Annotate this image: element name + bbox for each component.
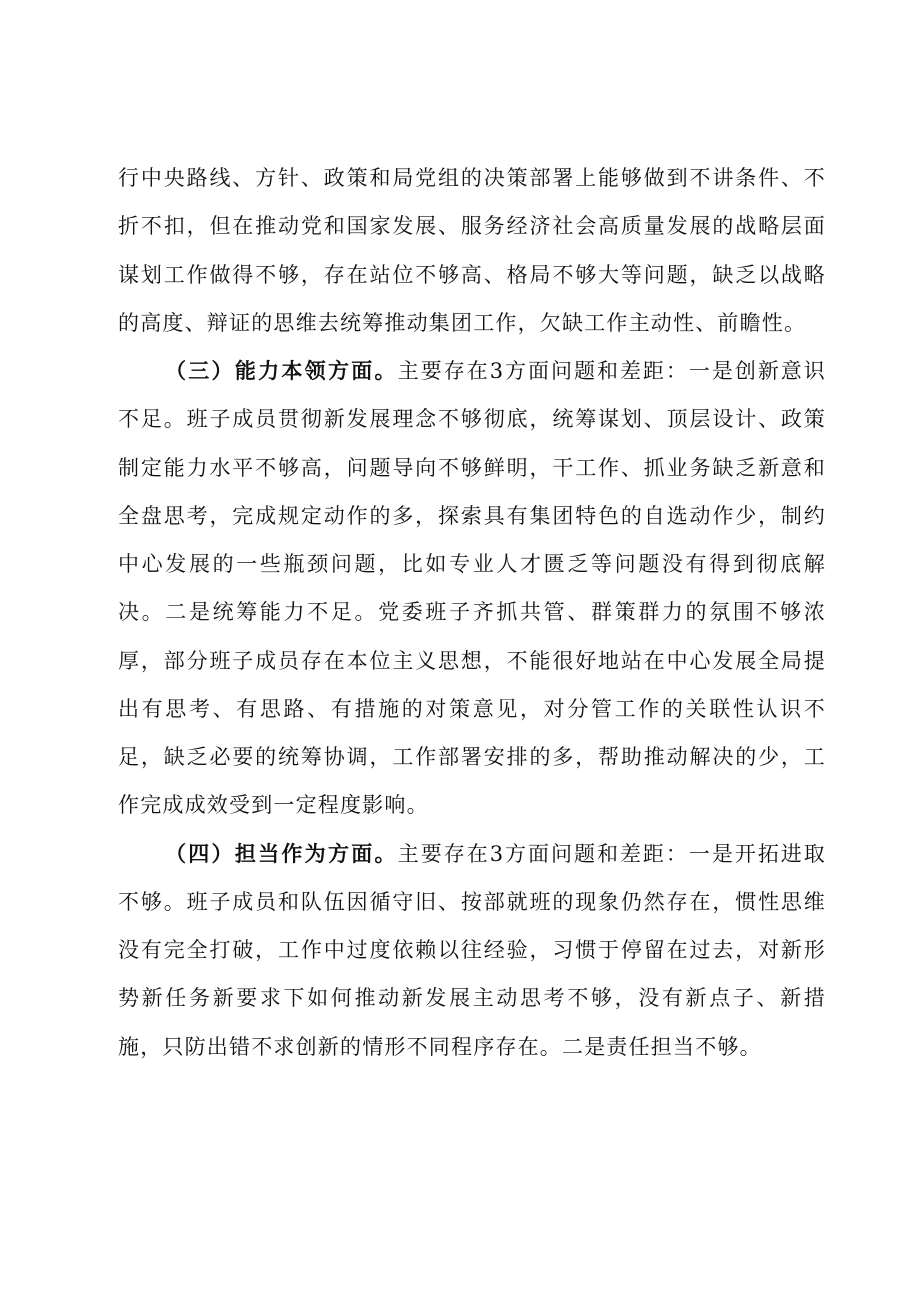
paragraph-continuation: [118, 154, 826, 347]
section-heading-ability: （三）能力本领方面。: [165, 359, 398, 383]
paragraph-text: 主要存在3方面问题和差距：一是创新意识不足。班子成员贯彻新发展理念不够彻底，统筹谋划、顶层设计、政策制定能力水平不够高，问题导向不够鲜明，干工作、抓业务缺乏新意和全盘思考，完成规定动作的多，探索具有集团特色的自选动作少，制约中心发展的一些瓶颈问题，比如专业人才匮乏等问题没有得到彻底解决。二是统筹能力不足。党委班子齐抓共管、群策群力的氛围不够浓厚，部分班子成员存在本位主义思想，不能很好地站在中心发展全局提出有思考、有思路、有措施的对策意见，对分管工作的关联性认识不足，缺乏必要的统筹协调，工作部署安排的多，帮助推动解决的少，工作完成成效受到一定程度影响。: [118, 359, 826, 818]
document-body: [118, 154, 826, 1071]
paragraph-responsibility: [118, 830, 826, 1071]
paragraph-ability: [118, 347, 826, 830]
section-heading-responsibility: （四）担当作为方面。: [165, 841, 398, 866]
paragraph-text: 行中央路线、方针、政策和局党组的决策部署上能够做到不讲条件、不折不扣，但在推动党和国家发展、服务经济社会高质量发展的战略层面谋划工作做得不够，存在站位不够高、格局不够大等问题，缺乏以战略的高度、辩证的思维去统筹推动集团工作，欠缺工作主动性、前瞻性。: [118, 166, 826, 335]
paragraph-text: 主要存在3方面问题和差距：一是开拓进取不够。班子成员和队伍因循守旧、按部就班的现象仍然存在，惯性思维没有完全打破，工作中过度依赖以往经验，习惯于停留在过去，对新形势新任务新要求下如何推动新发展主动思考不够，没有新点子、新措施，只防出错不求创新的情形不同程序存在。二是责任担当不够。: [118, 841, 826, 1059]
